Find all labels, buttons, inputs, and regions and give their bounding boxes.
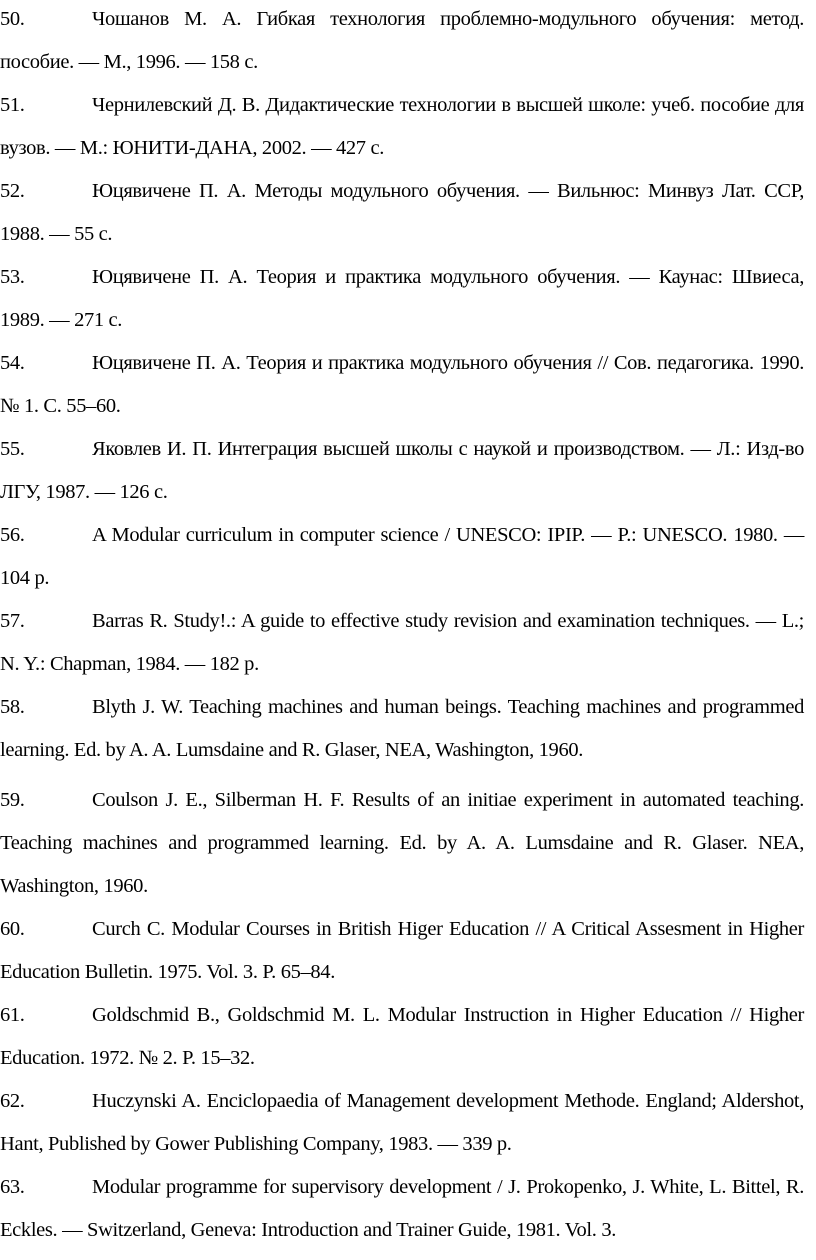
reference-text: Яковлев И. П. Интеграция высшей школы с наукой и производством. — Л.: Изд-во ЛГУ, 1987. — 126 с. bbox=[0, 438, 804, 503]
reference-number: 53. bbox=[0, 266, 25, 288]
reference-number: 63. bbox=[0, 1176, 25, 1198]
reference-number: 51. bbox=[0, 94, 25, 116]
reference-number: 60. bbox=[0, 918, 25, 940]
reference-text: Coulson J. E., Silberman H. F. Results of an initiae experiment in automated teaching. Teaching machines and programmed learning. Ed. by A. A. Lumsdaine and R. Glaser. NEA, Washington, 1960. bbox=[0, 789, 804, 897]
reference-number: 61. bbox=[0, 1004, 25, 1026]
reference-number: 56. bbox=[0, 524, 25, 546]
reference-text: Huczynski A. Enciclopaedia of Management development Methode. England; Aldershot, Hant, Published by Gower Publishing Company, 1983. — 339 p. bbox=[0, 1090, 804, 1155]
reference-entry bbox=[0, 170, 804, 256]
reference-number: 55. bbox=[0, 438, 25, 460]
reference-entry bbox=[0, 342, 804, 428]
reference-entry bbox=[0, 428, 804, 514]
reference-text: Goldschmid B., Goldschmid M. L. Modular Instruction in Higher Education // Higher Education. 1972. № 2. P. 15–32. bbox=[0, 1004, 804, 1069]
reference-entry bbox=[0, 1080, 804, 1166]
reference-entry bbox=[0, 1166, 804, 1252]
reference-text: Юцявичене П. А. Теория и практика модульного обучения // Сов. педагогика. 1990. № 1. С. 55–60. bbox=[0, 352, 804, 417]
reference-entry bbox=[0, 994, 804, 1080]
reference-entry bbox=[0, 0, 804, 84]
reference-entry bbox=[0, 908, 804, 994]
reference-number: 52. bbox=[0, 180, 25, 202]
reference-text: A Modular curriculum in computer science / UNESCO: IPIP. — P.: UNESCO. 1980. — 104 p. bbox=[0, 524, 804, 589]
reference-entry bbox=[0, 686, 804, 772]
reference-text: Чошанов М. А. Гибкая технология проблемно-модульного обучения: метод. пособие. — М., 1996. — 158 с. bbox=[0, 8, 804, 73]
reference-entry bbox=[0, 779, 804, 908]
reference-text: Юцявичене П. А. Методы модульного обучения. — Вильнюс: Минвуз Лат. ССР, 1988. — 55 с. bbox=[0, 180, 804, 245]
reference-entry bbox=[0, 84, 804, 170]
reference-number: 54. bbox=[0, 352, 25, 374]
reference-text: Barras R. Study!.: A guide to effective study revision and examination techniques. — L.; N. Y.: Chapman, 1984. — 182 p. bbox=[0, 610, 804, 675]
reference-number: 50. bbox=[0, 8, 25, 30]
reference-number: 59. bbox=[0, 789, 25, 811]
reference-number: 62. bbox=[0, 1090, 25, 1112]
reference-entry bbox=[0, 256, 804, 342]
reference-text: Blyth J. W. Teaching machines and human beings. Teaching machines and programmed learning. Ed. by A. A. Lumsdaine and R. Glaser, NEA, Washington, 1960. bbox=[0, 696, 804, 761]
reference-text: Юцявичене П. А. Теория и практика модульного обучения. — Каунас: Швиеса, 1989. — 271 с. bbox=[0, 266, 804, 331]
reference-number: 58. bbox=[0, 696, 25, 718]
reference-text: Modular programme for supervisory development / J. Prokopenko, J. White, L. Bittel, R. Eckles. — Switzerland, Geneva: Introduction and Trainer Guide, 1981. Vol. 3. bbox=[0, 1176, 804, 1241]
reference-number: 57. bbox=[0, 610, 25, 632]
reference-text: Чернилевский Д. В. Дидактические технологии в высшей школе: учеб. пособие для вузов. — М.: ЮНИТИ-ДАНА, 2002. — 427 с. bbox=[0, 94, 804, 159]
reference-entry bbox=[0, 600, 804, 686]
reference-text: Curch C. Modular Courses in British Higer Education // A Critical Assesment in Higher Education Bulletin. 1975. Vol. 3. P. 65–84. bbox=[0, 918, 804, 983]
reference-entry bbox=[0, 514, 804, 600]
